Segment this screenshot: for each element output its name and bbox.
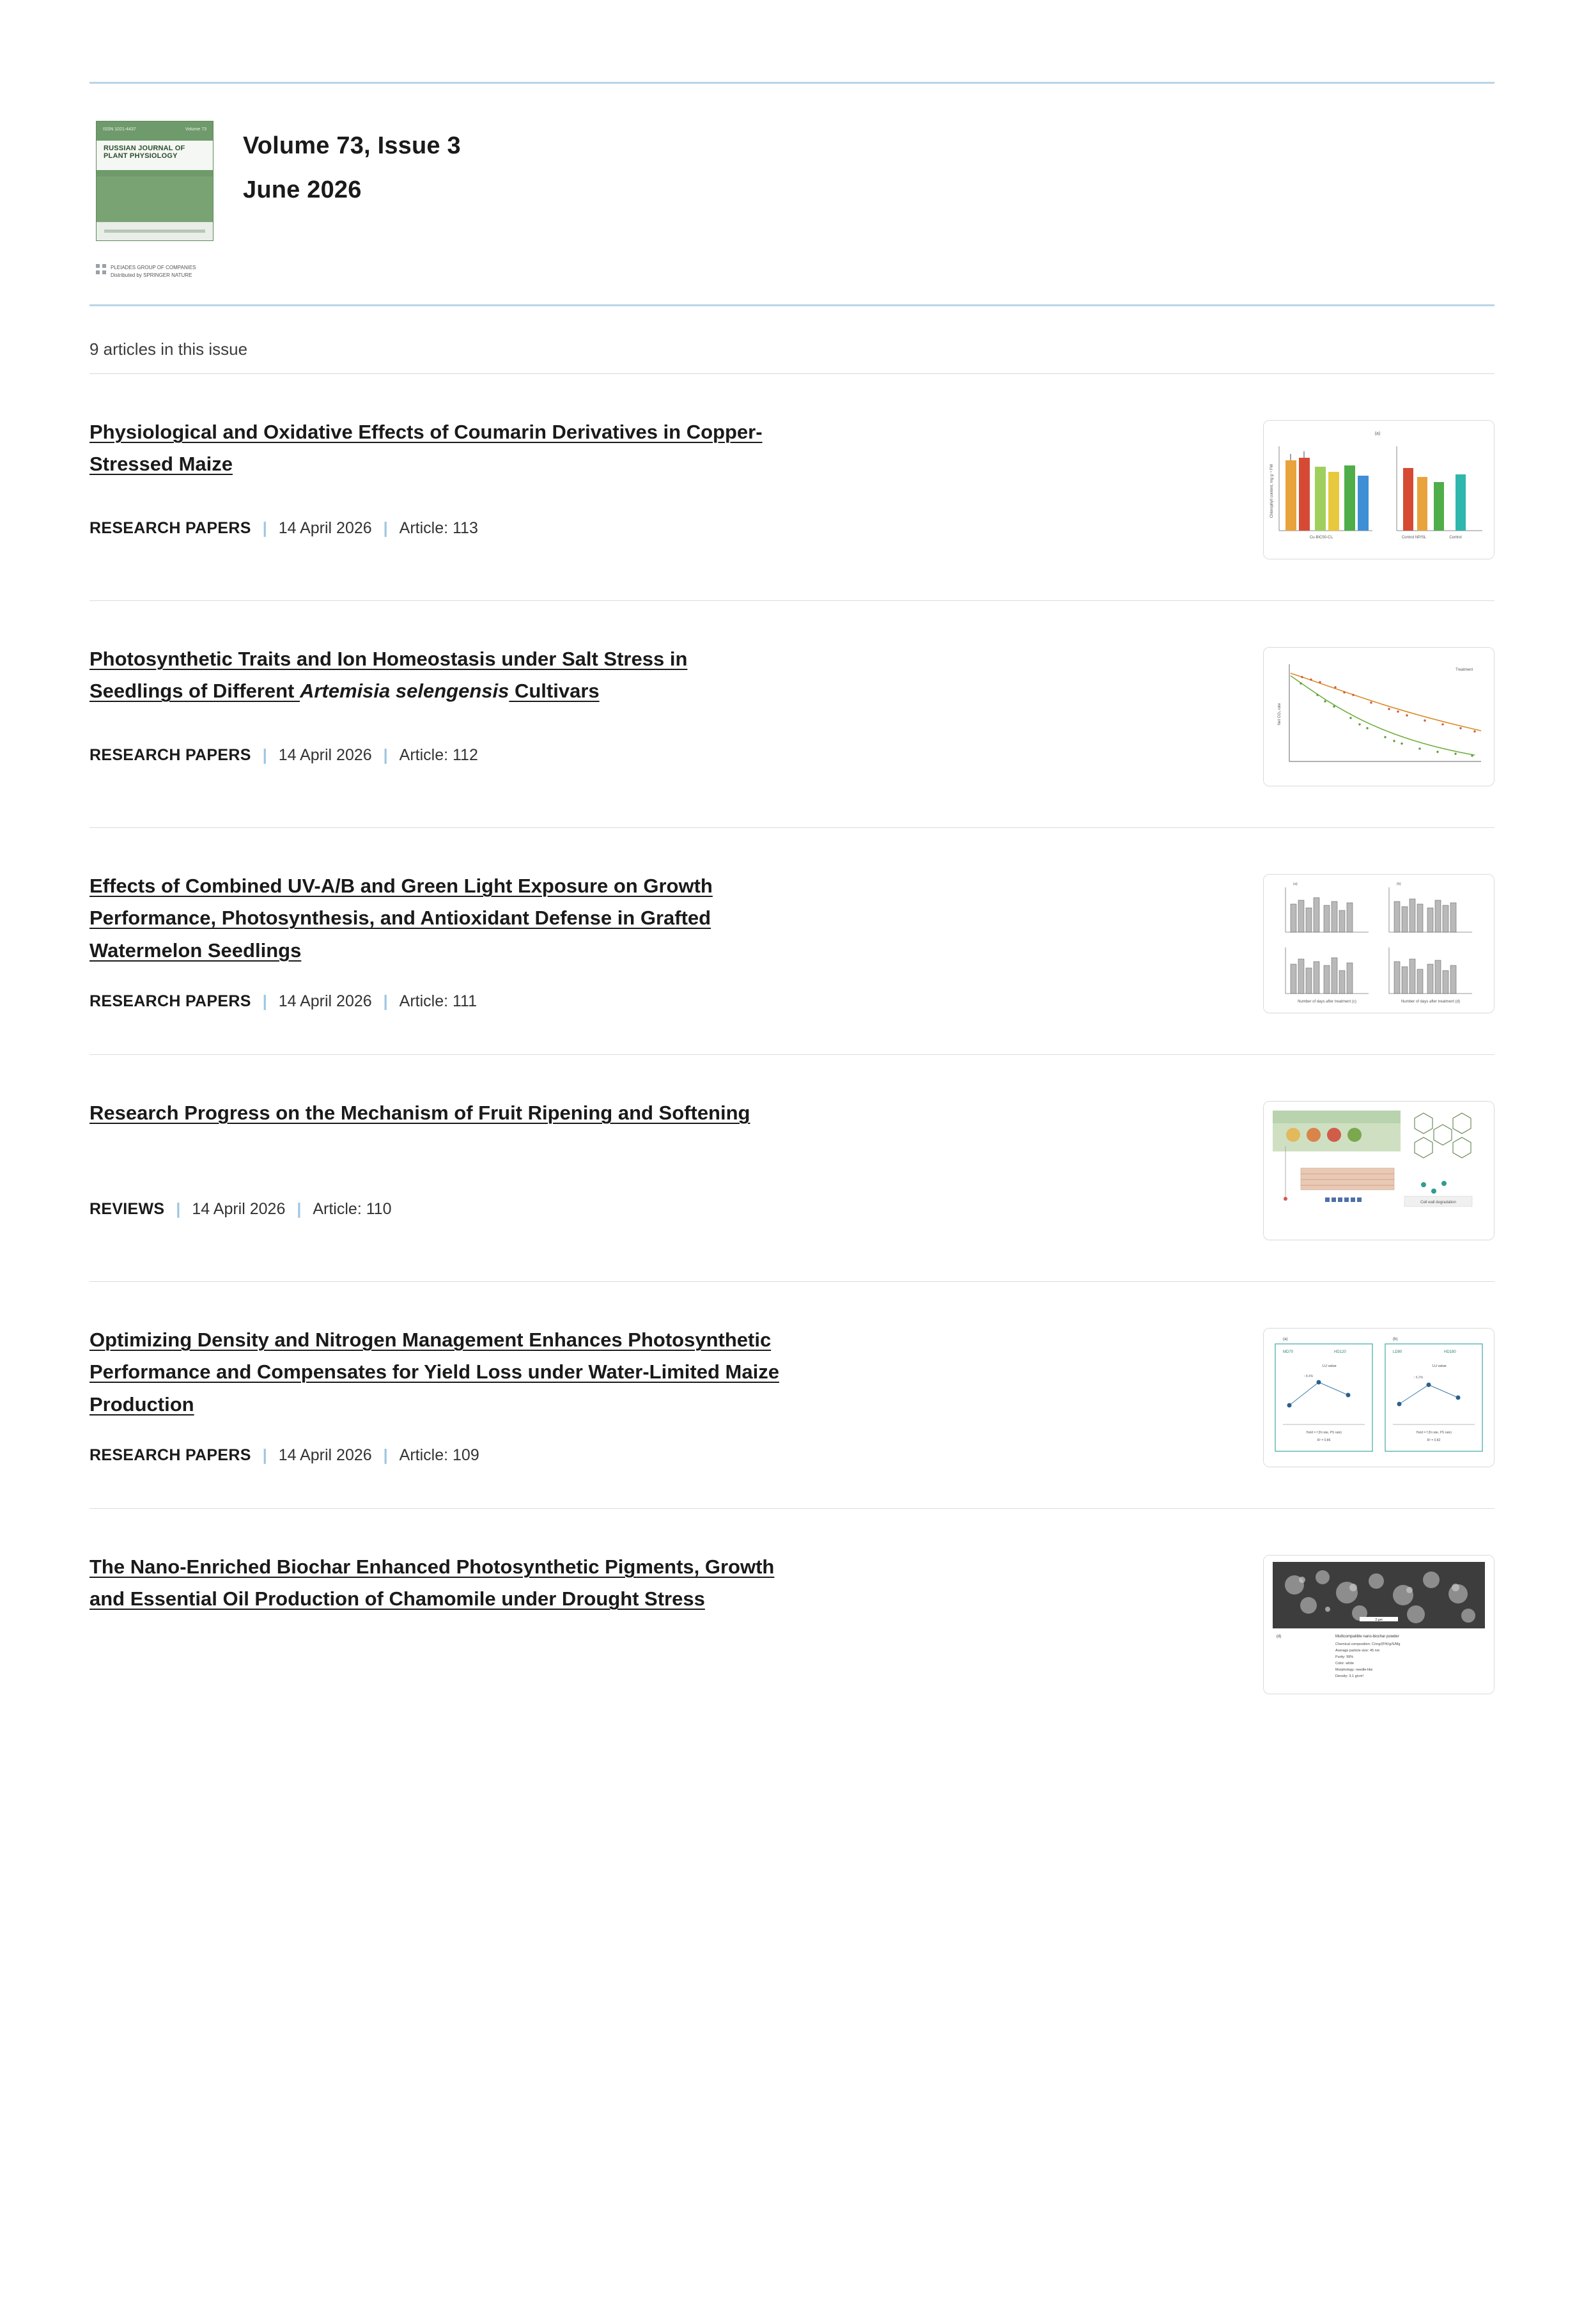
article-meta (89, 1446, 1225, 1465)
article-title-line-2a: Seedlings of Different (89, 680, 300, 703)
svg-text:Density: 3.1 g/cm³: Density: 3.1 g/cm³ (1335, 1674, 1364, 1679)
scatter-decay-chart-icon (1264, 648, 1494, 786)
svg-text:Yield = f (N rate, PS rate): Yield = f (N rate, PS rate) (1416, 1431, 1452, 1435)
article-title-line-1: Photosynthetic Traits and Ion Homeostasis under Salt Stress in (89, 648, 688, 671)
svg-text:Multicompatible nano-biochar p: Multicompatible nano-biochar powder (1335, 1635, 1399, 1639)
article-thumbnail[interactable] (1263, 420, 1495, 559)
svg-text:Chlorophyll content, mg g⁻¹ FW: Chlorophyll content, mg g⁻¹ FW (1270, 464, 1274, 519)
issue-heading (243, 121, 461, 204)
article-main (89, 1324, 1263, 1465)
list-item[interactable] (89, 828, 1495, 1055)
article-meta (89, 746, 1225, 765)
article-date: 14 April 2026 (278, 746, 372, 765)
svg-text:2 µm: 2 µm (1375, 1618, 1383, 1623)
meta-separator: | (383, 1446, 388, 1464)
article-date: 14 April 2026 (278, 992, 372, 1010)
cover-footer-bar (104, 230, 205, 233)
article-number: Article: 113 (399, 519, 478, 538)
cover-footer (97, 222, 213, 240)
svg-text:(b): (b) (1393, 1337, 1398, 1342)
article-type: RESEARCH PAPERS (89, 519, 251, 538)
article-thumbnail[interactable] (1263, 874, 1495, 1013)
meta-separator: | (262, 519, 267, 538)
article-list (89, 373, 1495, 1735)
svg-text:Treatment: Treatment (1456, 668, 1473, 673)
article-title-line-1: The Nano-Enriched Biochar Enhanced Photosynthetic Pigments, Growth (89, 1556, 775, 1579)
svg-text:R² = 0.82: R² = 0.82 (1427, 1439, 1441, 1443)
issue-date: June 2026 (243, 176, 362, 203)
article-thumbnail[interactable] (1263, 1101, 1495, 1240)
cover-issn: ISSN 1021-4437 (103, 127, 136, 132)
journal-cover-image[interactable] (96, 121, 214, 241)
svg-text:↑ 8.4%: ↑ 8.4% (1303, 1375, 1314, 1379)
svg-text:(d): (d) (1277, 1635, 1282, 1639)
article-date: 14 April 2026 (278, 1446, 372, 1464)
cover-volume: Volume 73 (185, 127, 206, 132)
article-main (89, 870, 1263, 1011)
article-number: Article: 110 (313, 1200, 392, 1219)
svg-text:Net CO₂ rate: Net CO₂ rate (1278, 703, 1282, 726)
article-title-line-3: Production (89, 1392, 194, 1415)
list-item[interactable] (89, 1282, 1495, 1509)
article-title-line-1: Effects of Combined UV-A/B and Green Light Exposure on Growth (89, 875, 713, 898)
list-item[interactable] (89, 1055, 1495, 1282)
meta-separator: | (176, 1200, 181, 1219)
svg-text:Purity: 99%: Purity: 99% (1335, 1655, 1354, 1660)
cover-top-line (103, 127, 206, 136)
article-main (89, 1097, 1263, 1219)
svg-text:(a): (a) (1283, 1337, 1288, 1342)
svg-text:Number of days after treatment: Number of days after treatment (d) (1401, 1000, 1461, 1004)
list-item[interactable] (89, 374, 1495, 601)
article-thumbnail[interactable] (1263, 1555, 1495, 1694)
article-title-line-2: and Essential Oil Production of Chamomile under Drought Stress (89, 1587, 705, 1610)
publisher-line-1: PLEIADES GROUP OF COMPANIES (111, 265, 196, 270)
publisher-block (96, 264, 212, 279)
article-title-line-2: Stressed Maize (89, 453, 233, 476)
article-title-link[interactable] (89, 870, 1225, 967)
article-type: RESEARCH PAPERS (89, 1446, 251, 1464)
article-number: Article: 109 (399, 1446, 479, 1464)
meta-separator: | (297, 1200, 302, 1219)
article-number: Article: 112 (399, 746, 478, 765)
svg-text:R² = 0.86: R² = 0.86 (1317, 1439, 1331, 1443)
article-title-link[interactable] (89, 1551, 1225, 1615)
article-main (89, 1551, 1263, 1673)
article-title-link[interactable] (89, 643, 1225, 707)
svg-text:MD70: MD70 (1283, 1350, 1294, 1355)
sem-image-icon (1264, 1556, 1494, 1694)
article-title-line-3: Watermelon Seedlings (89, 939, 302, 962)
article-thumbnail[interactable] (1263, 1328, 1495, 1467)
svg-text:LD90: LD90 (1393, 1350, 1402, 1355)
svg-text:Number of days after treatment: Number of days after treatment (c) (1298, 1000, 1356, 1004)
article-type: RESEARCH PAPERS (89, 746, 251, 765)
svg-text:LU value: LU value (1433, 1364, 1447, 1369)
article-title-species: Artemisia selengensis (299, 680, 509, 703)
svg-text:Color: white: Color: white (1335, 1662, 1355, 1666)
two-panel-path-diagram-icon (1264, 1329, 1494, 1467)
journal-cover-column (96, 121, 243, 279)
meta-separator: | (262, 746, 267, 765)
publisher-logo-icon (96, 264, 106, 274)
svg-text:(a): (a) (1293, 882, 1298, 887)
article-title-link[interactable] (89, 1324, 1225, 1421)
article-meta (89, 519, 1225, 538)
article-date: 14 April 2026 (278, 519, 372, 538)
svg-text:↑ 6.2%: ↑ 6.2% (1413, 1376, 1424, 1380)
svg-text:Cell wall degradation: Cell wall degradation (1420, 1201, 1456, 1205)
issue-masthead (89, 84, 1495, 304)
article-count: 9 articles in this issue (89, 339, 248, 359)
svg-text:Control: Control (1449, 536, 1462, 540)
fruit-ripening-diagram-icon (1264, 1102, 1494, 1240)
article-number: Article: 111 (399, 992, 478, 1010)
meta-separator: | (383, 519, 388, 538)
article-type: RESEARCH PAPERS (89, 992, 251, 1010)
cover-photo (97, 176, 213, 221)
svg-text:HD180: HD180 (1444, 1350, 1456, 1355)
svg-text:(a): (a) (1374, 432, 1381, 437)
svg-text:LU value: LU value (1323, 1364, 1337, 1369)
article-meta (89, 992, 1225, 1011)
list-item[interactable] (89, 1509, 1495, 1735)
meta-separator: | (383, 746, 388, 765)
svg-text:Cu-BIC50-Cl₂: Cu-BIC50-Cl₂ (1309, 536, 1333, 540)
article-title-line-2b: Cultivars (509, 680, 600, 703)
issue-page (0, 82, 1584, 2324)
list-item[interactable] (89, 601, 1495, 828)
article-main (89, 643, 1263, 765)
bar-panels-gray-icon (1264, 875, 1494, 1013)
article-title-link[interactable] (89, 416, 1225, 480)
article-title-line-2: Performance and Compensates for Yield Loss under Water-Limited Maize (89, 1361, 779, 1384)
article-date: 14 April 2026 (192, 1200, 286, 1219)
svg-text:Control NP/SL: Control NP/SL (1401, 536, 1427, 540)
cover-title: RUSSIAN JOURNAL OF PLANT PHYSIOLOGY (104, 144, 185, 160)
article-title-line-1: Research Progress on the Mechanism of Fruit Ripening and Softening (89, 1102, 750, 1125)
article-title-link[interactable] (89, 1097, 1225, 1129)
publisher-line-2: Distributed by SPRINGER NATURE (111, 272, 192, 278)
meta-separator: | (262, 992, 267, 1010)
article-title-line-2: Performance, Photosynthesis, and Antioxidant Defense in Grafted (89, 907, 711, 930)
bar-chart-colored-icon (1264, 421, 1494, 559)
article-title-line-1: Physiological and Oxidative Effects of Coumarin Derivatives in Copper- (89, 421, 763, 444)
svg-text:Morphology: needle-like: Morphology: needle-like (1335, 1668, 1373, 1673)
meta-separator: | (383, 992, 388, 1010)
article-meta (89, 1200, 1225, 1219)
svg-text:(b): (b) (1397, 882, 1401, 887)
meta-separator: | (262, 1446, 267, 1464)
article-main (89, 416, 1263, 538)
svg-text:Average particle size: 45 nm: Average particle size: 45 nm (1335, 1649, 1380, 1653)
svg-text:HD120: HD120 (1334, 1350, 1346, 1355)
publisher-text (111, 264, 196, 279)
svg-text:Chemical composition: C/org/(P: Chemical composition: C/org/(P/K/g/S/Mg (1335, 1642, 1401, 1647)
article-type: REVIEWS (89, 1200, 165, 1219)
svg-text:Yield = f (N rate, PS rate): Yield = f (N rate, PS rate) (1306, 1431, 1342, 1435)
article-title-line-1: Optimizing Density and Nitrogen Management Enhances Photosynthetic (89, 1329, 772, 1352)
issue-volume: Volume 73, Issue 3 (243, 132, 461, 159)
article-thumbnail[interactable] (1263, 647, 1495, 786)
